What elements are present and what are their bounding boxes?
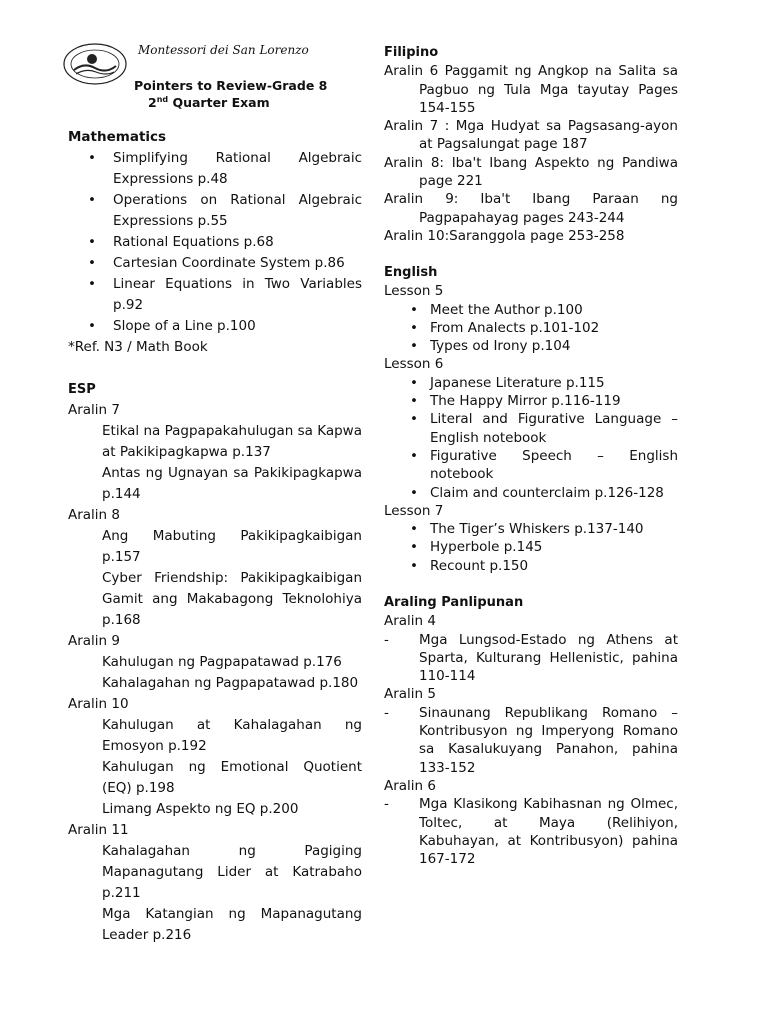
list-item: Cyber Friendship: Pakikipagkaibigan Gamit ang Makabagong Teknolohiya p.168: [102, 570, 362, 628]
list-item: • The Happy Mirror p.116-119: [384, 392, 678, 410]
list-item: Mga Katangian ng Mapanagutang Leader p.216: [102, 906, 362, 943]
list-item: • Operations on Rational Algebraic Expressions p.55: [68, 190, 362, 232]
math-ref: *Ref. N3 / Math Book: [68, 339, 208, 355]
list-item: - Sinaunang Republikang Romano – Kontribusyon ng Imperyong Romano sa Kasalukuyang Panahon, pahina 133-152: [384, 704, 678, 777]
list-item: • Slope of a Line p.100: [68, 316, 362, 337]
ap-aralin-4: Aralin 4: [384, 613, 436, 630]
esp-aralin-11: Aralin 11: [68, 822, 129, 838]
esp-section: [68, 379, 362, 946]
list-item: • Linear Equations in Two Variables p.92: [68, 274, 362, 316]
esp-aralin-10: Aralin 10: [68, 696, 129, 712]
list-item: Kahulugan ng Pagpapatawad p.176: [102, 654, 342, 670]
list-item: Kahulugan ng Emotional Quotient (EQ) p.198: [102, 759, 362, 796]
esp-aralin-8: Aralin 8: [68, 507, 120, 523]
list-item: - Mga Lungsod-Estado ng Athens at Sparta, Kulturang Hellenistic, pahina 110-114: [384, 631, 678, 686]
list-item: Aralin 10:Saranggola page 253-258: [384, 227, 625, 244]
list-item: Etikal na Pagpapakahulugan sa Kapwa at Pakikipagkapwa p.137: [102, 423, 362, 460]
list-item: Aralin 8: Iba't Ibang Aspekto ng Pandiwa page 221: [384, 154, 678, 190]
list-item: Aralin 7 : Mga Hudyat sa Pagsasang-ayon at Pagsalungat page 187: [384, 118, 678, 153]
lesson5-list: [384, 301, 678, 356]
list-item: Aralin 6 Paggamit ng Angkop na Salita sa Pagbuo ng Tula Mga tayutay Pages 154-155: [384, 63, 678, 116]
list-item: • Recount p.150: [384, 557, 678, 575]
list-item: • Hyperbole p.145: [384, 538, 678, 556]
ap-aralin-5: Aralin 5: [384, 686, 436, 703]
filipino-heading: Filipino: [384, 45, 439, 60]
list-item: • Figurative Speech – English notebook: [384, 447, 678, 484]
list-item: Ang Mabuting Pakikipagkaibigan p.157: [102, 528, 362, 565]
lesson7-list: [384, 520, 678, 575]
list-item: • From Analects p.101-102: [384, 319, 678, 337]
school-name: Montessori dei San Lorenzo: [138, 43, 309, 57]
ap-aralin-6: Aralin 6: [384, 777, 436, 794]
filipino-section: [384, 44, 678, 245]
math-section: [68, 127, 362, 358]
list-item: Kahulugan at Kahalagahan ng Emosyon p.192: [102, 717, 362, 754]
esp-aralin-7: Aralin 7: [68, 402, 120, 418]
english-lesson-6: Lesson 6: [384, 356, 444, 373]
list-item: • Claim and counterclaim p.126-128: [384, 484, 678, 502]
list-item: • Meet the Author p.100: [384, 301, 678, 319]
list-item: • Simplifying Rational Algebraic Expressions p.48: [68, 148, 362, 190]
list-item: - Mga Klasikong Kabihasnan ng Olmec, Toltec, at Maya (Relihiyon, Kabuhayan, at Kontribusyon) pahina 167-172: [384, 795, 678, 868]
english-heading: English: [384, 265, 438, 280]
english-section: [384, 264, 678, 575]
ap-heading: Araling Panlipunan: [384, 595, 524, 610]
list-item: • Cartesian Coordinate System p.86: [68, 253, 362, 274]
list-item: • Japanese Literature p.115: [384, 374, 678, 392]
ap-section: [384, 594, 678, 868]
list-item: Kahalagahan ng Pagiging Mapanagutang Lider at Katrabaho p.211: [102, 843, 362, 901]
english-lesson-7: Lesson 7: [384, 502, 444, 519]
list-item: Aralin 9: Iba't Ibang Paraan ng Pagpapahayag pages 243-244: [384, 191, 678, 226]
math-list: [68, 148, 362, 337]
list-item: Kahalagahan ng Pagpapatawad p.180: [102, 675, 359, 691]
list-item: • Literal and Figurative Language – English notebook: [384, 410, 678, 447]
list-item: Antas ng Ugnayan sa Pakikipagkapwa p.144: [102, 465, 362, 502]
list-item: • Types od Irony p.104: [384, 337, 678, 355]
doc-title: Pointers to Review-Grade 8: [134, 78, 328, 93]
list-item: Limang Aspekto ng EQ p.200: [102, 801, 299, 817]
school-logo: [62, 42, 128, 86]
esp-heading: ESP: [68, 382, 96, 397]
list-item: • Rational Equations p.68: [68, 232, 362, 253]
list-item: • The Tiger’s Whiskers p.137-140: [384, 520, 678, 538]
english-lesson-5: Lesson 5: [384, 283, 444, 300]
esp-aralin-9: Aralin 9: [68, 633, 120, 649]
doc-subtitle: 2nd Quarter Exam: [148, 95, 270, 111]
math-heading: Mathematics: [68, 129, 167, 145]
lesson6-list: [384, 374, 678, 502]
